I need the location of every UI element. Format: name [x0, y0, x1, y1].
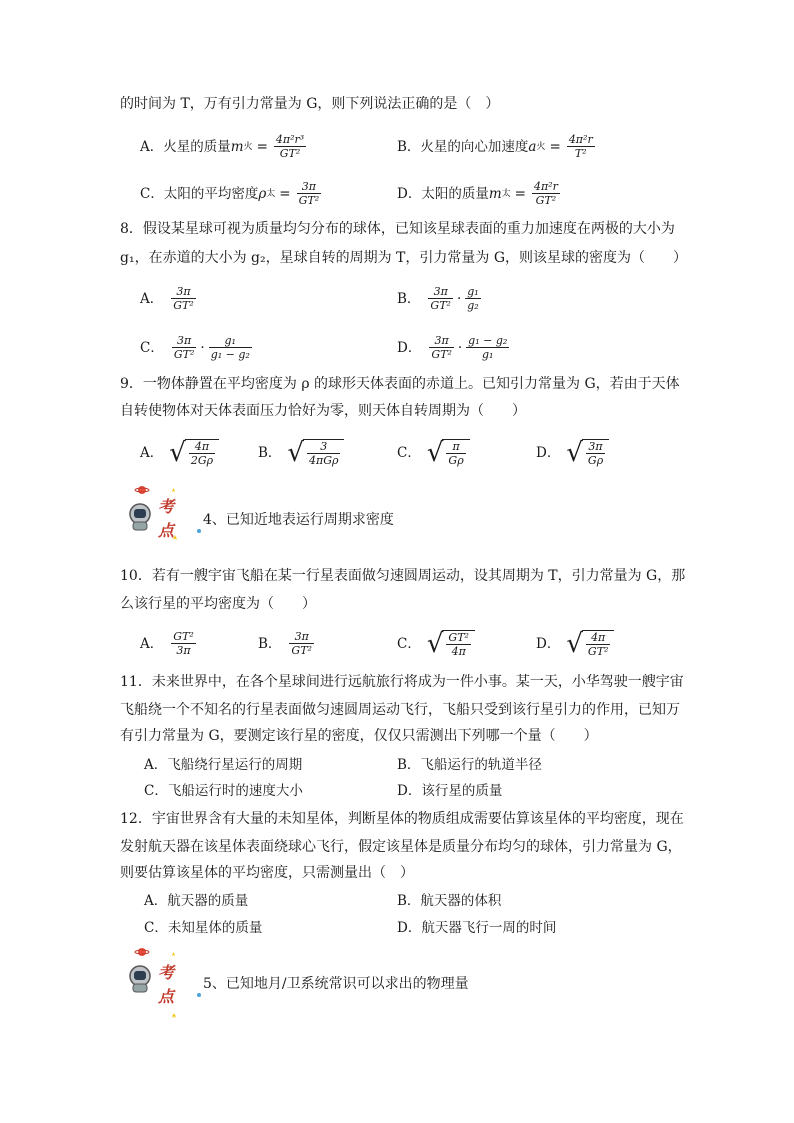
badge-text-bottom: 点 — [158, 521, 175, 540]
q9-option-b[interactable] — [258, 439, 344, 467]
option-label: D． — [397, 339, 422, 356]
option-label: B．火星的向心加速度 — [397, 138, 529, 155]
numerator: 3π — [294, 630, 309, 643]
symbol: ρ — [258, 185, 267, 202]
q12-option-b[interactable]: B．航天器的体积 — [397, 893, 502, 909]
q11-option-d[interactable]: D．该行星的质量 — [397, 783, 503, 799]
numerator: 3π — [434, 334, 449, 347]
denominator: Gρ — [448, 454, 464, 467]
option-label: B． — [397, 290, 421, 307]
numerator: 4π — [591, 631, 606, 644]
numerator: 3π — [301, 180, 316, 193]
badge-text-top: 考 — [158, 963, 175, 982]
q11-option-c[interactable]: C．飞船运行时的速度大小 — [144, 783, 303, 799]
denominator: T² — [574, 147, 587, 160]
q7-option-b[interactable]: B．火星的向心加速度 a 火 = $\frac{\text{4π²r}}{\text{T²}}$ — [397, 133, 593, 160]
question-10-stem-line-2: 么该行星的平均密度为（ ） — [120, 596, 316, 612]
subscript: 火 — [536, 141, 546, 152]
denominator: GT² — [173, 299, 194, 312]
question-8-stem-line-1: 8．假设某星球可视为质量均匀分布的球体，已知该星球表面的重力加速度在两极的大小为 — [120, 221, 675, 237]
question-11-stem-line-1: 11．未来世界中，在各个星球间进行远航旅行将成为一件小事。某一天，小华驾驶一艘宇宙 — [120, 674, 684, 690]
q11-option-b[interactable]: B．飞船运行的轨道半径 — [397, 757, 542, 773]
q9-option-c[interactable] — [397, 439, 470, 467]
numerator: 4π — [194, 440, 210, 453]
numerator: 3π — [433, 285, 448, 298]
kaodian-4-title: 4、已知近地表运行周期求密度 — [203, 512, 394, 528]
fraction — [466, 334, 509, 361]
fraction — [171, 285, 196, 312]
q12-option-a[interactable]: A．航天器的质量 — [144, 893, 249, 909]
symbol: m — [230, 138, 244, 155]
question-8-stem-line-2: g₁，在赤道的大小为 g₂，星球自转的周期为 T，引力常量为 G，则该星球的密度为（ ） — [120, 250, 688, 266]
q8-option-c[interactable]: C． $\frac{3\pi}{\text{GT²}}$ · $\frac{\text{g₁}}{\text{g₁ − g₂}}$ — [140, 334, 250, 361]
kaodian-badge-4 — [128, 484, 208, 548]
sqrt: √ $\frac{\pi}{G\rho}$ — [427, 439, 470, 467]
numerator: π — [452, 440, 460, 453]
question-7-stem-tail: 的时间为 T，万有引力常量为 G，则下列说法正确的是（ ） — [120, 96, 500, 112]
q9-option-a[interactable] — [140, 439, 219, 467]
denominator: GT² — [535, 194, 557, 207]
denominator: 3π — [176, 644, 191, 657]
numerator: 4π²r — [568, 133, 593, 146]
denominator: GT² — [431, 348, 452, 361]
fraction — [429, 334, 454, 361]
q10-option-b[interactable] — [258, 630, 316, 657]
kaodian-badge-5 — [128, 946, 208, 1010]
question-12-stem-line-1: 12．宇宙世界含有大量的未知星体，判断星体的物质组成需要估算该星体的平均密度，现在 — [120, 811, 684, 827]
denominator: 4π — [451, 645, 466, 658]
q7-option-a[interactable]: A．火星的质量 m 火 = $\frac{\text{4π²r³}}{\text{GT²}}$ — [140, 133, 305, 160]
fraction — [465, 285, 480, 312]
q8-option-b[interactable]: B． $\frac{3\pi}{\text{GT²}}$ · $\frac{\text{g₁}}{\text{g₂}}$ — [397, 285, 479, 312]
question-10-stem-line-1: 10．若有一艘宇宙飞船在某一行星表面做匀速圆周运动，设其周期为 T，引力常量为 G，那 — [120, 568, 686, 584]
sqrt: √ $\frac{3}{\text{4πGρ}}$ — [287, 439, 344, 467]
fraction — [307, 440, 340, 467]
bullet-dot — [197, 993, 201, 997]
denominator: g₂ — [467, 299, 479, 312]
fraction — [297, 180, 322, 207]
option-label: A． — [140, 290, 164, 307]
numerator: g₁ — [467, 285, 479, 298]
fraction — [446, 440, 465, 467]
subscript: 太 — [501, 188, 511, 199]
numerator: g₁ − g₂ — [468, 334, 508, 347]
q12-option-c[interactable]: C．未知星体的质量 — [144, 920, 263, 936]
fraction — [209, 334, 252, 361]
kaodian-5-title: 5、已知地月/卫系统常识可以求出的物理量 — [203, 976, 469, 992]
q7-option-c[interactable]: C．太阳的平均密度 ρ 太 = $\frac{3\pi}{\text{GT²}}$ — [140, 180, 320, 207]
option-label: B． — [258, 445, 282, 461]
q10-option-d[interactable] — [536, 630, 614, 658]
subscript: 火 — [243, 141, 253, 152]
fraction — [567, 133, 595, 160]
q9-option-d[interactable] — [536, 439, 609, 467]
denominator: GT² — [173, 348, 195, 361]
q12-option-d[interactable]: D．航天器飞行一周的时间 — [397, 920, 557, 936]
fraction — [586, 631, 611, 658]
q10-option-a[interactable] — [140, 630, 198, 657]
denominator: GT² — [587, 645, 609, 658]
question-11-stem-line-2: 飞船绕一个不知名的行星表面做匀速圆周运动飞行，飞船只受到该行星引力的作用，已知万 — [120, 702, 680, 718]
q7-option-d[interactable]: D．太阳的质量 m 太 = $\frac{\text{4π²r}}{\text{GT²}}$ — [397, 180, 558, 207]
q10-option-c[interactable] — [397, 630, 475, 658]
numerator: GT² — [448, 631, 469, 644]
denominator: g₁ − g₂ — [210, 348, 250, 361]
q8-option-d[interactable]: D． $\frac{3\pi}{\text{GT²}}$ · $\frac{\text{g₁ − g₂}}{\text{g₁}}$ — [397, 334, 508, 361]
option-label: A．火星的质量 — [140, 138, 231, 155]
option-label: A． — [140, 445, 164, 461]
question-9-stem-line-2: 自转使物体对天体表面压力恰好为零，则天体自转周期为（ ） — [120, 403, 526, 419]
numerator: 4π²r³ — [275, 133, 305, 146]
fraction — [274, 133, 306, 160]
numerator: 3π — [177, 334, 192, 347]
symbol: m — [488, 185, 502, 202]
denominator: GT² — [298, 194, 320, 207]
subscript: 太 — [266, 188, 276, 199]
option-label: C．太阳的平均密度 — [140, 185, 259, 202]
option-label: A． — [140, 635, 164, 652]
denominator: Gρ — [587, 454, 604, 467]
question-9-stem-line-1: 9．一物体静置在平均密度为 ρ 的球形天体表面的赤道上。已知引力常量为 G，若由于天体 — [120, 376, 680, 392]
badge-text-top: 考 — [158, 497, 175, 516]
fraction — [532, 180, 560, 207]
symbol: a — [528, 138, 537, 155]
q11-option-a[interactable]: A．飞船绕行星运行的周期 — [144, 757, 303, 773]
option-label: D． — [536, 445, 561, 461]
sqrt: √ $\frac{4\pi}{2G\rho}$ — [169, 439, 219, 467]
sqrt: √ $\frac{\text{GT²}}{4\pi}$ — [427, 630, 475, 658]
denominator: 4πGρ — [309, 454, 339, 467]
fraction — [586, 440, 605, 467]
numerator: 3π — [176, 285, 191, 298]
numerator: 3π — [588, 440, 603, 453]
denominator: GT² — [279, 147, 301, 160]
numerator: 3 — [320, 440, 328, 453]
option-label: B． — [258, 635, 282, 652]
fraction — [172, 334, 197, 361]
fraction — [446, 631, 471, 658]
option-label: C． — [140, 339, 164, 356]
question-12-stem-line-2: 发射航天器在该星体表面绕球心飞行，假定该星体是质量分布均匀的球体，引力常量为 G， — [120, 839, 682, 855]
sqrt: √ $\frac{4\pi}{\text{GT²}}$ — [566, 630, 614, 658]
sqrt: √ $\frac{3\pi}{G\rho}$ — [566, 439, 609, 467]
numerator: GT² — [173, 630, 194, 643]
fraction — [189, 440, 215, 467]
option-label: C． — [397, 636, 421, 652]
question-12-stem-line-3: 则要估算该星体的平均密度，只需测量出（ ） — [120, 865, 414, 881]
bullet-dot — [197, 529, 201, 533]
question-11-stem-line-3: 有引力常量为 G，要测定该行星的密度，仅仅只需测出下列哪一个量（ ） — [120, 728, 598, 744]
numerator: g₁ — [224, 334, 236, 347]
option-label: D．太阳的质量 — [397, 185, 489, 202]
numerator: 4π²r — [533, 180, 558, 193]
option-label: D． — [536, 636, 561, 652]
denominator: 2Gρ — [190, 454, 214, 467]
option-label: C． — [397, 445, 421, 461]
denominator: GT² — [291, 644, 312, 657]
denominator: g₁ — [482, 348, 494, 361]
badge-text-bottom: 点 — [158, 987, 175, 1006]
fraction — [171, 630, 196, 657]
denominator: GT² — [430, 299, 451, 312]
fraction — [289, 630, 314, 657]
fraction — [428, 285, 453, 312]
q8-option-a[interactable] — [140, 285, 198, 312]
